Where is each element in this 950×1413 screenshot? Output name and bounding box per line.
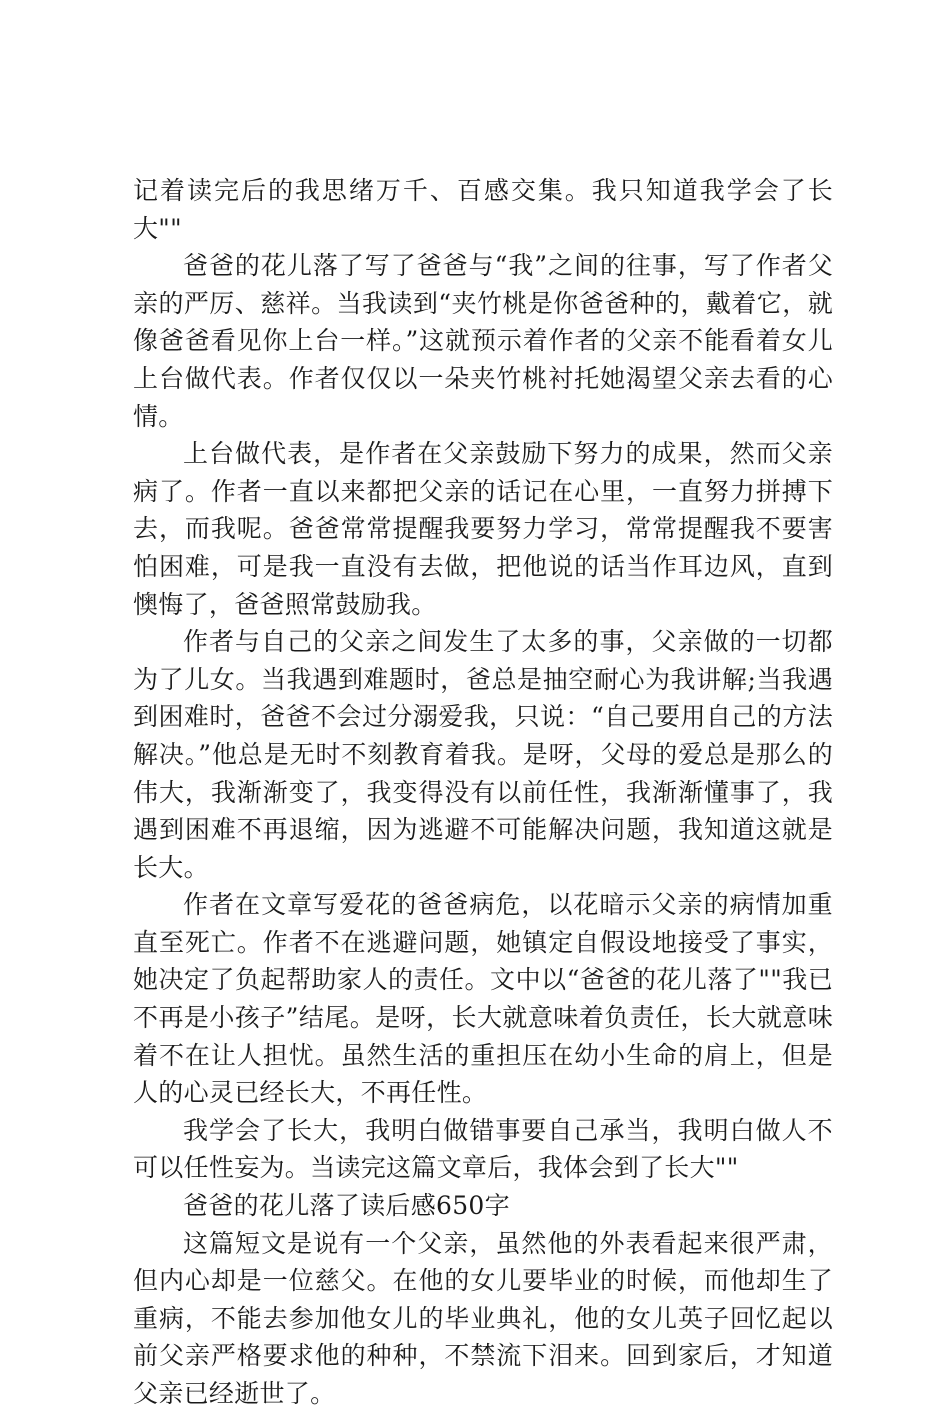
paragraph: 我学会了长大，我明白做错事要自己承当，我明白做人不可以任性妄为。当读完这篇文章后，我体会到了长大"" <box>133 1115 833 1183</box>
paragraph-continuation: 记着读完后的我思绪万千、百感交集。我只知道我学会了长大"" <box>133 176 833 243</box>
paragraph: 这篇短文是说有一个父亲，虽然他的外表看起来很严肃，但内心却是一位慈父。在他的女儿要毕业的时候，而他却生了重病，不能去参加他女儿的毕业典礼，他的女儿英子回忆起以前父亲严格要求他的种种，不禁流下泪来。回到家后，才知道父亲已经逝世了。 <box>133 1228 833 1408</box>
paragraph: 上台做代表，是作者在父亲鼓励下努力的成果，然而父亲病了。作者一直以来都把父亲的话记在心里，一直努力拼搏下去，而我呢。爸爸常常提醒我要努力学习，常常提醒我不要害怕困难，可是我一直没有去做，把他说的话当作耳边风，直到懊悔了，爸爸照常鼓励我。 <box>133 439 833 619</box>
paragraph: 作者在文章写爱花的爸爸病危，以花暗示父亲的病情加重直至死亡。作者不在逃避问题，她镇定自假设地接受了事实，她决定了负起帮助家人的责任。文中以“爸爸的花儿落了""我已不再是小孩子”结尾。是呀，长大就意味着负责任，长大就意味着不在让人担忧。虽然生活的重担压在幼小生命的肩上，但是人的心灵已经长大，不再任性。 <box>133 890 833 1108</box>
paragraph: 爸爸的花儿落了写了爸爸与“我”之间的往事，写了作者父亲的严厉、慈祥。当我读到“夹竹桃是你爸爸种的，戴着它，就像爸爸看见你上台一样。”这就预示着作者的父亲不能看着女儿上台做代表。作者仅仅以一朵夹竹桃衬托她渴望父亲去看的心情。 <box>133 251 833 431</box>
document-page <box>133 172 833 1413</box>
paragraph: 作者与自己的父亲之间发生了太多的事，父亲做的一切都为了儿女。当我遇到难题时，爸总是抽空耐心为我讲解;当我遇到困难时，爸爸不会过分溺爱我，只说：“自己要用自己的方法解决。”他总是无时不刻教育着我。是呀，父母的爱总是那么的伟大，我渐渐变了，我变得没有以前任性，我渐渐懂事了，我遇到困难不再退缩，因为逃避不可能解决问题，我知道这就是长大。 <box>133 627 833 882</box>
section-heading: 爸爸的花儿落了读后感650字 <box>183 1191 510 1221</box>
